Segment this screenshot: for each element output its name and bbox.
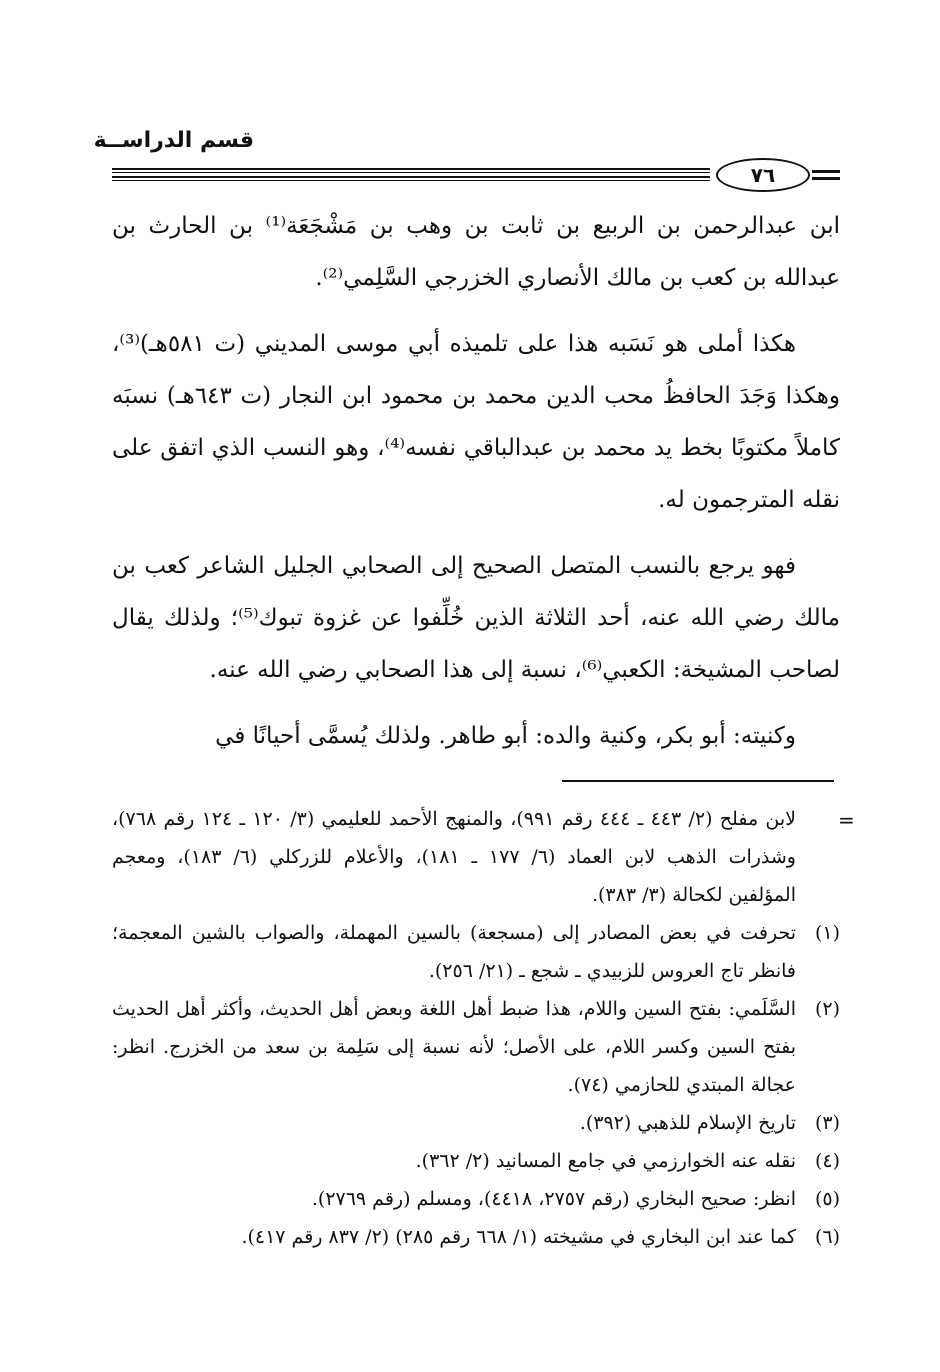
header-rule xyxy=(112,180,710,181)
header-rule xyxy=(112,176,710,178)
body-paragraph: وكنيته: أبو بكر، وكنية والده: أبو طاهر. ولذلك يُسمَّى أحيانًا في xyxy=(215,723,796,749)
footnote-text: انظر: صحيح البخاري (رقم ٢٧٥٧، ٤٤١٨)، ومسلم (رقم ٢٧٦٩). xyxy=(311,1188,796,1210)
footnotes-section xyxy=(112,800,840,1256)
footnote-number xyxy=(796,800,840,914)
footnote-text: لابن مفلح (٢/ ٤٤٣ ـ ٤٤٤ رقم ٩٩١)، والمنهج الأحمد للعليمي (٣/ ١٢٠ ـ ١٢٤ رقم ٧٦٨)، وشذرات الذهب لابن العماد (٦/ ١٧٧ ـ ١٨١)، والأعلام للزركلي (٦/ ١٨٣)، ومعجم المؤلفين لكحالة (٣/ ٣٨٣). xyxy=(112,808,796,906)
footnote-continuation-mark: = xyxy=(838,808,855,832)
footnote-number: (٥) xyxy=(814,1188,840,1210)
footnote-item xyxy=(112,990,840,1104)
header-rule xyxy=(112,172,710,173)
footnote-text: السَّلَمي: بفتح السين واللام، هذا ضبط أهل اللغة وبعض أهل الحديث، وأكثر أهل الحديث بفتح السين وكسر اللام، على الأصل؛ لأنه نسبة إلى سَلِمة بن سعد من الخزرج. انظر: عجالة المبتدي للحازمي (٧٤). xyxy=(112,998,796,1096)
footnote-number: (٦) xyxy=(814,1226,840,1248)
page-number: ٧٦ xyxy=(716,158,810,192)
header-ornament-dash xyxy=(812,177,840,180)
body-paragraph: فهو يرجع بالنسب المتصل الصحيح إلى الصحابي الجليل الشاعر كعب بن مالك رضي الله عنه، أحد الثلاثة الذين خُلِّفوا عن غزوة تبوك⁽⁵⁾؛ ولذلك يقال لصاحب المشيخة: الكعبي⁽⁶⁾، نسبة إلى هذا الصحابي رضي الله عنه. xyxy=(112,553,840,683)
running-header-title: قسم الدراســة xyxy=(93,128,254,153)
footnote-number: (١) xyxy=(814,922,840,944)
footnote-item xyxy=(112,1218,840,1256)
body-paragraph: هكذا أملى هو نَسَبه هذا على تلميذه أبي موسى المديني (ت ٥٨١هـ)⁽³⁾، وهكذا وَجَدَ الحافظُ محب الدين محمد بن محمود ابن النجار (ت ٦٤٣هـ) نسبَه كاملاً مكتوبًا بخط يد محمد بن عبدالباقي نفسه⁽⁴⁾، وهو النسب الذي اتفق على نقله المترجمون له. xyxy=(112,331,840,513)
footnote-item xyxy=(112,914,840,990)
body-paragraph: ابن عبدالرحمن بن الربيع بن ثابت بن وهب بن مَشْجَعَة⁽¹⁾ بن الحارث بن عبدالله بن كعب بن مالك الأنصاري الخزرجي السَّلِمي⁽²⁾. xyxy=(112,213,841,291)
footnote-separator xyxy=(562,780,834,782)
footnote-item xyxy=(112,1142,840,1180)
footnote-text: تحرفت في بعض المصادر إلى (مسجعة) بالسين المهملة، والصواب بالشين المعجمة؛ فانظر تاج العروس للزبيدي ـ شجع ـ (٢١/ ٢٥٦). xyxy=(112,922,796,982)
main-text xyxy=(112,200,840,776)
footnote-item xyxy=(112,1104,840,1142)
footnote-number: (٢) xyxy=(814,998,840,1020)
footnote-item xyxy=(112,1180,840,1218)
footnote-number: (٣) xyxy=(814,1112,840,1134)
footnote-text: تاريخ الإسلام للذهبي (٣٩٢). xyxy=(579,1112,796,1134)
footnote-text: كما عند ابن البخاري في مشيخته (١/ ٦٦٨ رقم ٢٨٥) (٢/ ٨٣٧ رقم ٤١٧). xyxy=(241,1226,796,1248)
footnote-number: (٤) xyxy=(814,1150,840,1172)
header-rule xyxy=(112,168,710,170)
footnote-text: نقله عنه الخوارزمي في جامع المسانيد (٢/ ٣٦٢). xyxy=(415,1150,796,1172)
header-ornament-dash xyxy=(812,170,840,173)
footnote-continuation xyxy=(112,800,840,914)
